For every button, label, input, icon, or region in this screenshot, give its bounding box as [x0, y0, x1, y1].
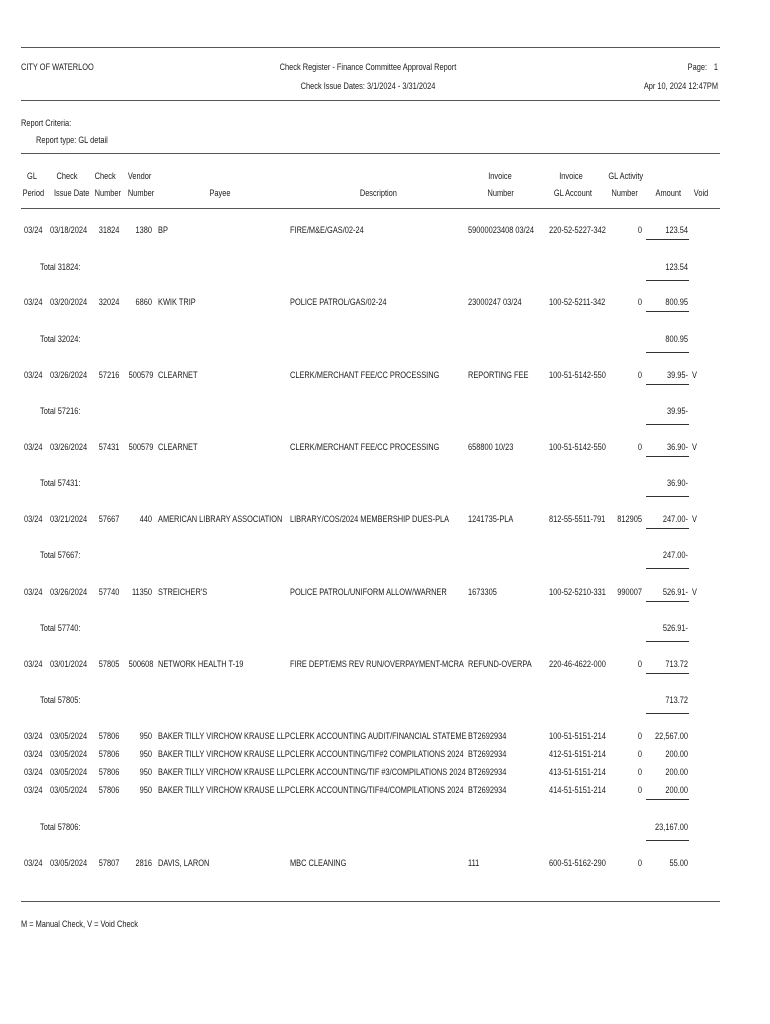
report-title: Check Register - Finance Committee Approval Report — [279, 62, 457, 73]
cell-date: 03/26/2024 — [50, 370, 88, 381]
cell-invoice: BT2692934 — [468, 785, 507, 796]
cell-invoice: REPORTING FEE — [468, 370, 529, 381]
cell-invoice: 59000023408 03/24 — [468, 225, 534, 236]
cell-void: V — [692, 514, 697, 525]
cell-gl: 600-51-5162-290 — [549, 858, 606, 869]
header-rule — [21, 100, 720, 101]
cell-gl: 100-52-5210-331 — [549, 587, 606, 598]
cell-amount: 713.72 — [665, 659, 688, 670]
check-total-amount: 23,167.00 — [655, 822, 688, 833]
col-gl-line1: GL — [27, 171, 37, 182]
subtotal-rule — [646, 673, 689, 674]
subtotal-rule — [646, 239, 689, 240]
cell-vendor: 1380 — [135, 225, 152, 236]
cell-desc: CLERK ACCOUNTING AUDIT/FINANCIAL STATEME — [290, 731, 467, 742]
cell-vendor: 950 — [139, 731, 152, 742]
col-vendor-line1: Vendor — [127, 171, 152, 182]
columns-rule — [21, 208, 720, 209]
col-activity-line2: Number — [611, 188, 638, 199]
subtotal-rule — [646, 601, 689, 602]
cell-desc: FIRE/M&E/GAS/02-24 — [290, 225, 364, 236]
cell-payee: BAKER TILLY VIRCHOW KRAUSE LLP — [158, 749, 290, 760]
cell-check: 57806 — [98, 767, 120, 778]
cell-period: 03/24 — [24, 442, 43, 453]
cell-payee: BAKER TILLY VIRCHOW KRAUSE LLP — [158, 785, 290, 796]
check-total-label: Total 31824: — [40, 262, 81, 273]
cell-date: 03/20/2024 — [50, 297, 88, 308]
cell-amount: 200.00 — [665, 767, 688, 778]
cell-vendor: 6860 — [135, 297, 152, 308]
cell-gl: 412-51-5151-214 — [549, 749, 606, 760]
cell-period: 03/24 — [24, 858, 43, 869]
org-name: CITY OF WATERLOO — [21, 62, 94, 73]
col-invoice-line2: Number — [487, 188, 514, 199]
cell-date: 03/01/2024 — [50, 659, 88, 670]
report-subtitle: Check Issue Dates: 3/1/2024 - 3/31/2024 — [300, 81, 436, 92]
cell-amount: 200.00 — [665, 749, 688, 760]
col-check-line2: Number — [94, 188, 122, 199]
cell-amount: 800.95 — [665, 297, 688, 308]
top-rule — [21, 47, 720, 48]
cell-payee: BAKER TILLY VIRCHOW KRAUSE LLP — [158, 767, 290, 778]
check-total-label: Total 57806: — [40, 822, 81, 833]
check-total-label: Total 57216: — [40, 406, 81, 417]
cell-payee: CLEARNET — [158, 442, 198, 453]
cell-payee: CLEARNET — [158, 370, 198, 381]
cell-amount: 123.54 — [665, 225, 688, 236]
cell-date: 03/26/2024 — [50, 587, 88, 598]
col-activity-line1: GL Activity — [608, 171, 644, 182]
cell-payee: DAVIS, LARON — [158, 858, 210, 869]
cell-period: 03/24 — [24, 785, 43, 796]
cell-period: 03/24 — [24, 659, 43, 670]
cell-desc: POLICE PATROL/GAS/02-24 — [290, 297, 387, 308]
criteria-rule — [21, 153, 720, 154]
subtotal-rule — [646, 384, 689, 385]
col-date-line2: Issue Date — [53, 188, 90, 199]
criteria-label: Report Criteria: — [21, 118, 72, 129]
total-underline — [646, 352, 689, 353]
cell-check: 57807 — [98, 858, 120, 869]
col-invoice-gl-line1: Invoice — [559, 171, 583, 182]
cell-check: 57805 — [98, 659, 120, 670]
cell-gl: 100-51-5142-550 — [549, 370, 606, 381]
cell-date: 03/26/2024 — [50, 442, 88, 453]
cell-period: 03/24 — [24, 297, 43, 308]
cell-check: 57806 — [98, 731, 120, 742]
check-total-label: Total 57431: — [40, 478, 81, 489]
total-underline — [646, 424, 689, 425]
cell-desc: FIRE DEPT/EMS REV RUN/OVERPAYMENT-MCRA — [290, 659, 464, 670]
cell-period: 03/24 — [24, 514, 43, 525]
col-invoice-line1: Invoice — [488, 171, 512, 182]
col-vendor-line2: Number — [127, 188, 155, 199]
cell-activity: 0 — [637, 785, 642, 796]
cell-invoice: BT2692934 — [468, 767, 507, 778]
cell-gl: 414-51-5151-214 — [549, 785, 606, 796]
cell-activity: 0 — [637, 370, 642, 381]
subtotal-rule — [646, 799, 689, 800]
cell-activity: 990007 — [617, 587, 642, 598]
cell-invoice: 1241735-PLA — [468, 514, 514, 525]
cell-check: 57740 — [98, 587, 120, 598]
check-total-label: Total 57805: — [40, 695, 81, 706]
page-number: 1 — [713, 62, 718, 73]
cell-invoice: REFUND-OVERPA — [468, 659, 532, 670]
total-underline — [646, 496, 689, 497]
cell-amount: 200.00 — [665, 785, 688, 796]
cell-period: 03/24 — [24, 225, 43, 236]
bottom-rule — [21, 901, 720, 902]
cell-invoice: 1673305 — [468, 587, 497, 598]
cell-period: 03/24 — [24, 767, 43, 778]
criteria-report-type: Report type: GL detail — [36, 135, 108, 146]
cell-payee: BAKER TILLY VIRCHOW KRAUSE LLP — [158, 731, 290, 742]
cell-date: 03/05/2024 — [50, 785, 88, 796]
cell-period: 03/24 — [24, 749, 43, 760]
cell-gl: 100-51-5151-214 — [549, 731, 606, 742]
cell-vendor: 2816 — [135, 858, 152, 869]
cell-vendor: 950 — [139, 785, 152, 796]
total-underline — [646, 713, 689, 714]
cell-vendor: 500608 — [128, 659, 154, 670]
col-payee: Payee — [209, 188, 231, 199]
cell-payee: BP — [158, 225, 168, 236]
cell-activity: 0 — [637, 731, 642, 742]
cell-check: 31824 — [98, 225, 120, 236]
col-invoice-gl-line2: GL Account — [553, 188, 592, 199]
cell-desc: CLERK ACCOUNTING/TIF#2 COMPILATIONS 2024 — [290, 749, 464, 760]
cell-period: 03/24 — [24, 587, 43, 598]
cell-date: 03/05/2024 — [50, 731, 88, 742]
col-check-line1: Check — [94, 171, 116, 182]
check-total-label: Total 57667: — [40, 550, 81, 561]
cell-vendor: 950 — [139, 767, 152, 778]
cell-amount: 247.00- — [662, 514, 688, 525]
cell-activity: 0 — [637, 442, 642, 453]
cell-void: V — [692, 442, 697, 453]
check-total-amount: 123.54 — [665, 262, 688, 273]
cell-desc: MBC CLEANING — [290, 858, 347, 869]
cell-vendor: 500579 — [128, 370, 154, 381]
cell-period: 03/24 — [24, 731, 43, 742]
check-total-amount: 713.72 — [665, 695, 688, 706]
check-total-amount: 526.91- — [662, 623, 688, 634]
cell-invoice: BT2692934 — [468, 731, 507, 742]
cell-invoice: 23000247 03/24 — [468, 297, 522, 308]
cell-check: 57806 — [98, 749, 120, 760]
cell-desc: CLERK/MERCHANT FEE/CC PROCESSING — [290, 370, 440, 381]
cell-amount: 22,567.00 — [655, 731, 688, 742]
subtotal-rule — [646, 528, 689, 529]
cell-activity: 0 — [637, 858, 642, 869]
cell-gl: 220-46-4622-000 — [549, 659, 606, 670]
cell-activity: 0 — [637, 659, 642, 670]
cell-check: 32024 — [98, 297, 120, 308]
cell-invoice: 658800 10/23 — [468, 442, 514, 453]
printed-timestamp: Apr 10, 2024 12:47PM — [643, 81, 718, 92]
check-total-label: Total 32024: — [40, 334, 81, 345]
cell-activity: 812905 — [617, 514, 642, 525]
cell-gl: 413-51-5151-214 — [549, 767, 606, 778]
total-underline — [646, 280, 689, 281]
cell-void: V — [692, 370, 697, 381]
cell-desc: POLICE PATROL/UNIFORM ALLOW/WARNER — [290, 587, 447, 598]
cell-date: 03/05/2024 — [50, 858, 88, 869]
cell-check: 57431 — [98, 442, 120, 453]
cell-payee: NETWORK HEALTH T-19 — [158, 659, 244, 670]
cell-amount: 39.95- — [666, 370, 688, 381]
check-total-amount: 39.95- — [666, 406, 688, 417]
total-underline — [646, 840, 689, 841]
cell-period: 03/24 — [24, 370, 43, 381]
cell-gl: 100-51-5142-550 — [549, 442, 606, 453]
cell-void: V — [692, 587, 697, 598]
check-total-amount: 247.00- — [662, 550, 688, 561]
cell-desc: LIBRARY/COS/2024 MEMBERSHIP DUES-PLA — [290, 514, 450, 525]
cell-desc: CLERK ACCOUNTING/TIF #3/COMPILATIONS 2024 — [290, 767, 466, 778]
cell-vendor: 11350 — [131, 587, 152, 598]
check-total-amount: 36.90- — [666, 478, 688, 489]
total-underline — [646, 568, 689, 569]
cell-payee: KWIK TRIP — [158, 297, 196, 308]
col-description: Description — [359, 188, 397, 199]
col-gl-line2: Period — [22, 188, 45, 199]
cell-activity: 0 — [637, 749, 642, 760]
cell-amount: 36.90- — [666, 442, 688, 453]
check-total-amount: 800.95 — [665, 334, 688, 345]
cell-vendor: 950 — [139, 749, 152, 760]
cell-amount: 526.91- — [662, 587, 688, 598]
col-void: Void — [693, 188, 709, 199]
cell-check: 57667 — [98, 514, 120, 525]
cell-payee: AMERICAN LIBRARY ASSOCIATION — [158, 514, 283, 525]
cell-activity: 0 — [637, 297, 642, 308]
cell-check: 57806 — [98, 785, 120, 796]
cell-date: 03/05/2024 — [50, 767, 88, 778]
subtotal-rule — [646, 311, 689, 312]
total-underline — [646, 641, 689, 642]
cell-activity: 0 — [637, 767, 642, 778]
col-amount: Amount — [655, 188, 682, 199]
cell-activity: 0 — [637, 225, 642, 236]
cell-date: 03/21/2024 — [50, 514, 88, 525]
check-total-label: Total 57740: — [40, 623, 81, 634]
cell-date: 03/05/2024 — [50, 749, 88, 760]
cell-date: 03/18/2024 — [50, 225, 88, 236]
cell-desc: CLERK/MERCHANT FEE/CC PROCESSING — [290, 442, 440, 453]
cell-desc: CLERK ACCOUNTING/TIF#4/COMPILATIONS 2024 — [290, 785, 464, 796]
cell-gl: 100-52-5211-342 — [549, 297, 606, 308]
cell-check: 57216 — [98, 370, 120, 381]
cell-vendor: 500579 — [128, 442, 154, 453]
subtotal-rule — [646, 456, 689, 457]
cell-vendor: 440 — [139, 514, 152, 525]
col-date-line1: Check — [56, 171, 78, 182]
cell-gl: 812-55-5511-791 — [549, 514, 606, 525]
footer-legend: M = Manual Check, V = Void Check — [21, 919, 138, 930]
cell-amount: 55.00 — [669, 858, 688, 869]
cell-invoice: 111 — [468, 858, 480, 869]
cell-invoice: BT2692934 — [468, 749, 507, 760]
cell-gl: 220-52-5227-342 — [549, 225, 606, 236]
cell-payee: STREICHER'S — [158, 587, 208, 598]
page-label: Page: — [687, 62, 707, 73]
